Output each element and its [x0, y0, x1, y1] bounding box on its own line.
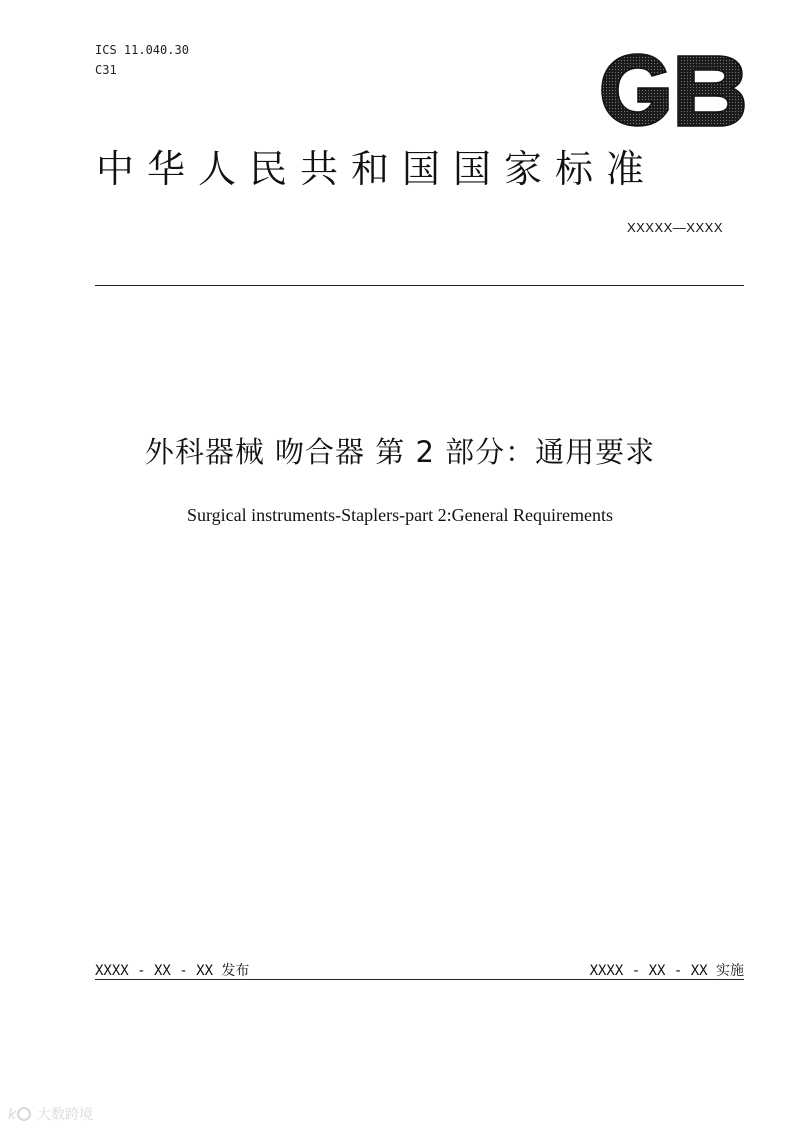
watermark-text: 大数跨境 — [37, 1107, 93, 1123]
standard-number: XXXXX—XXXX — [626, 220, 723, 235]
watermark-logo-icon — [8, 1105, 34, 1123]
header-divider — [95, 285, 744, 286]
issue-date: XXXX - XX - XX 发布 — [95, 963, 250, 979]
ics-code: ICS 11.040.30 — [95, 43, 189, 57]
gb-logo — [596, 50, 750, 130]
standard-title: 中华人民共和国国家标准 — [96, 147, 658, 191]
class-code: C31 — [95, 63, 117, 77]
footer-divider — [95, 979, 744, 980]
classification-codes — [95, 40, 189, 80]
svg-text:k: k — [8, 1107, 17, 1123]
implementation-date: XXXX - XX - XX 实施 — [589, 963, 744, 979]
document-title-en: Surgical instruments-Staplers-part 2:General Requirements — [186, 505, 614, 525]
watermark — [8, 1104, 93, 1124]
document-title-cn: 外科器械 吻合器 第 2 部分：通用要求 — [144, 435, 656, 469]
